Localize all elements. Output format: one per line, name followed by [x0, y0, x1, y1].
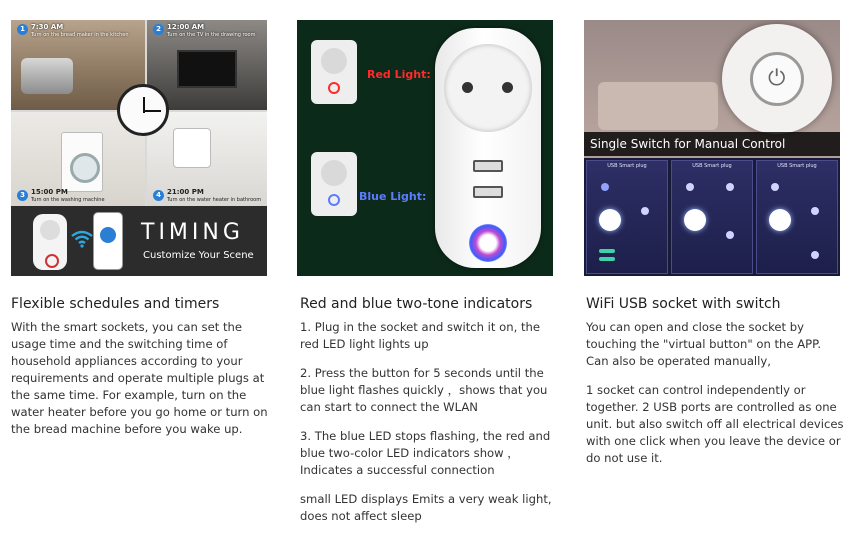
tile-caption: Turn on the water heater in bathroom: [167, 197, 262, 203]
feature-title-indicators: Red and blue two-tone indicators: [300, 296, 533, 312]
switch-description-2: 1 socket can control independently or together. 2 USB ports are controlled as one unit. but also switch off all electrical devices with one click when you leave the device or do not use it.: [586, 383, 844, 465]
feature-title-timers: Flexible schedules and timers: [11, 296, 220, 312]
tile-bathroom: [147, 112, 267, 206]
clock-icon: [117, 84, 169, 136]
indicator-step-1: 1. Plug in the socket and switch it on, the red LED light lights up: [300, 320, 540, 351]
indicator-step-2: 2. Press the button for 5 seconds until the blue light flashes quickly ，shows that you can start to connect the WLAN: [300, 366, 548, 414]
app-indicator: [726, 183, 734, 191]
timing-collage-image: [11, 20, 267, 276]
app-power-toggle: [684, 209, 706, 231]
tile-number-badge: 2: [153, 24, 164, 35]
manual-switch-closeup: [722, 24, 832, 134]
tile-time: 15:00 PM: [31, 188, 68, 196]
feature-column-switch: [584, 20, 842, 276]
tile-caption: Turn on the bread maker in the kitchen: [31, 32, 129, 38]
app-power-toggle: [599, 209, 621, 231]
feature-column-indicators: [297, 20, 555, 276]
indicator-product-image: [297, 20, 553, 276]
app-indicator: [601, 183, 609, 191]
water-heater-illustration: [173, 128, 211, 168]
tile-time: 21:00 PM: [167, 188, 204, 196]
app-screen: [671, 160, 753, 274]
blue-light-label: Blue Light:: [359, 190, 427, 203]
feature-column-timers: [11, 20, 269, 276]
power-icon: ⏻: [768, 66, 786, 91]
led-ring-button: [469, 224, 507, 262]
app-indicator: [811, 207, 819, 215]
switch-description-1: You can open and close the socket by touching the "virtual button" on the APP. Can also be operated manually,: [586, 320, 822, 368]
tile-caption: Turn on the washing machine: [31, 197, 105, 203]
timing-banner: [11, 206, 267, 276]
timing-title: TIMING: [141, 220, 244, 245]
indicator-step-3: 3. The blue LED stops flashing, the red and blue two-color LED indicators show ，Indicates a successful connection: [300, 429, 551, 477]
app-title: USB Smart plug: [607, 163, 647, 169]
app-usb-toggle: [599, 257, 615, 261]
smartphone-illustration: [93, 212, 123, 270]
smart-plug-illustration: [33, 214, 67, 270]
manual-control-banner: Single Switch for Manual Control: [584, 132, 840, 156]
living-room-background: [598, 82, 718, 130]
app-indicator: [771, 183, 779, 191]
wifi-icon: [71, 230, 93, 253]
switch-product-image: [584, 20, 840, 276]
app-indicator: [641, 207, 649, 215]
tile-number-badge: 3: [17, 190, 28, 201]
socket-face: [444, 44, 532, 132]
indicator-note: small LED displays Emits a very weak light, does not affect sleep: [300, 492, 552, 523]
tile-number-badge: 4: [153, 190, 164, 201]
app-power-toggle: [769, 209, 791, 231]
app-screenshots: [584, 158, 840, 276]
feature-description-timers: With the smart sockets, you can set the usage time and the switching time of household appliances according to your requirements and operate multiple plugs at the same time. For example, turn on the water heater before you go home or turn on the bread machine before you wake up.: [11, 320, 268, 436]
app-title: USB Smart plug: [692, 163, 732, 169]
red-light-label: Red Light:: [367, 68, 431, 81]
app-indicator: [686, 183, 694, 191]
socket-hole: [462, 82, 473, 93]
usb-port: [473, 160, 503, 172]
usb-port: [473, 186, 503, 198]
toaster-illustration: [21, 58, 73, 94]
clock-minute-hand: [143, 110, 161, 112]
washing-machine-illustration: [61, 132, 103, 192]
app-title: USB Smart plug: [777, 163, 817, 169]
app-usb-toggle: [599, 249, 615, 253]
tile-time: 7:30 AM: [31, 23, 64, 31]
tile-number-badge: 1: [17, 24, 28, 35]
power-button: [750, 52, 804, 106]
socket-hole: [502, 82, 513, 93]
feature-title-switch: WiFi USB socket with switch: [586, 296, 781, 312]
tv-illustration: [177, 50, 237, 88]
app-indicator: [811, 251, 819, 259]
blue-led: [328, 194, 340, 206]
timing-subtitle: Customize Your Scene: [143, 250, 254, 261]
red-led: [328, 82, 340, 94]
blue-led-inset: [311, 152, 357, 216]
smart-plug-product: [435, 28, 541, 268]
app-indicator: [726, 231, 734, 239]
red-led-inset: [311, 40, 357, 104]
app-screen: [756, 160, 838, 274]
app-screen: [586, 160, 668, 274]
tile-caption: Turn on the TV in the drawing room: [167, 32, 256, 38]
tile-time: 12:00 AM: [167, 23, 205, 31]
